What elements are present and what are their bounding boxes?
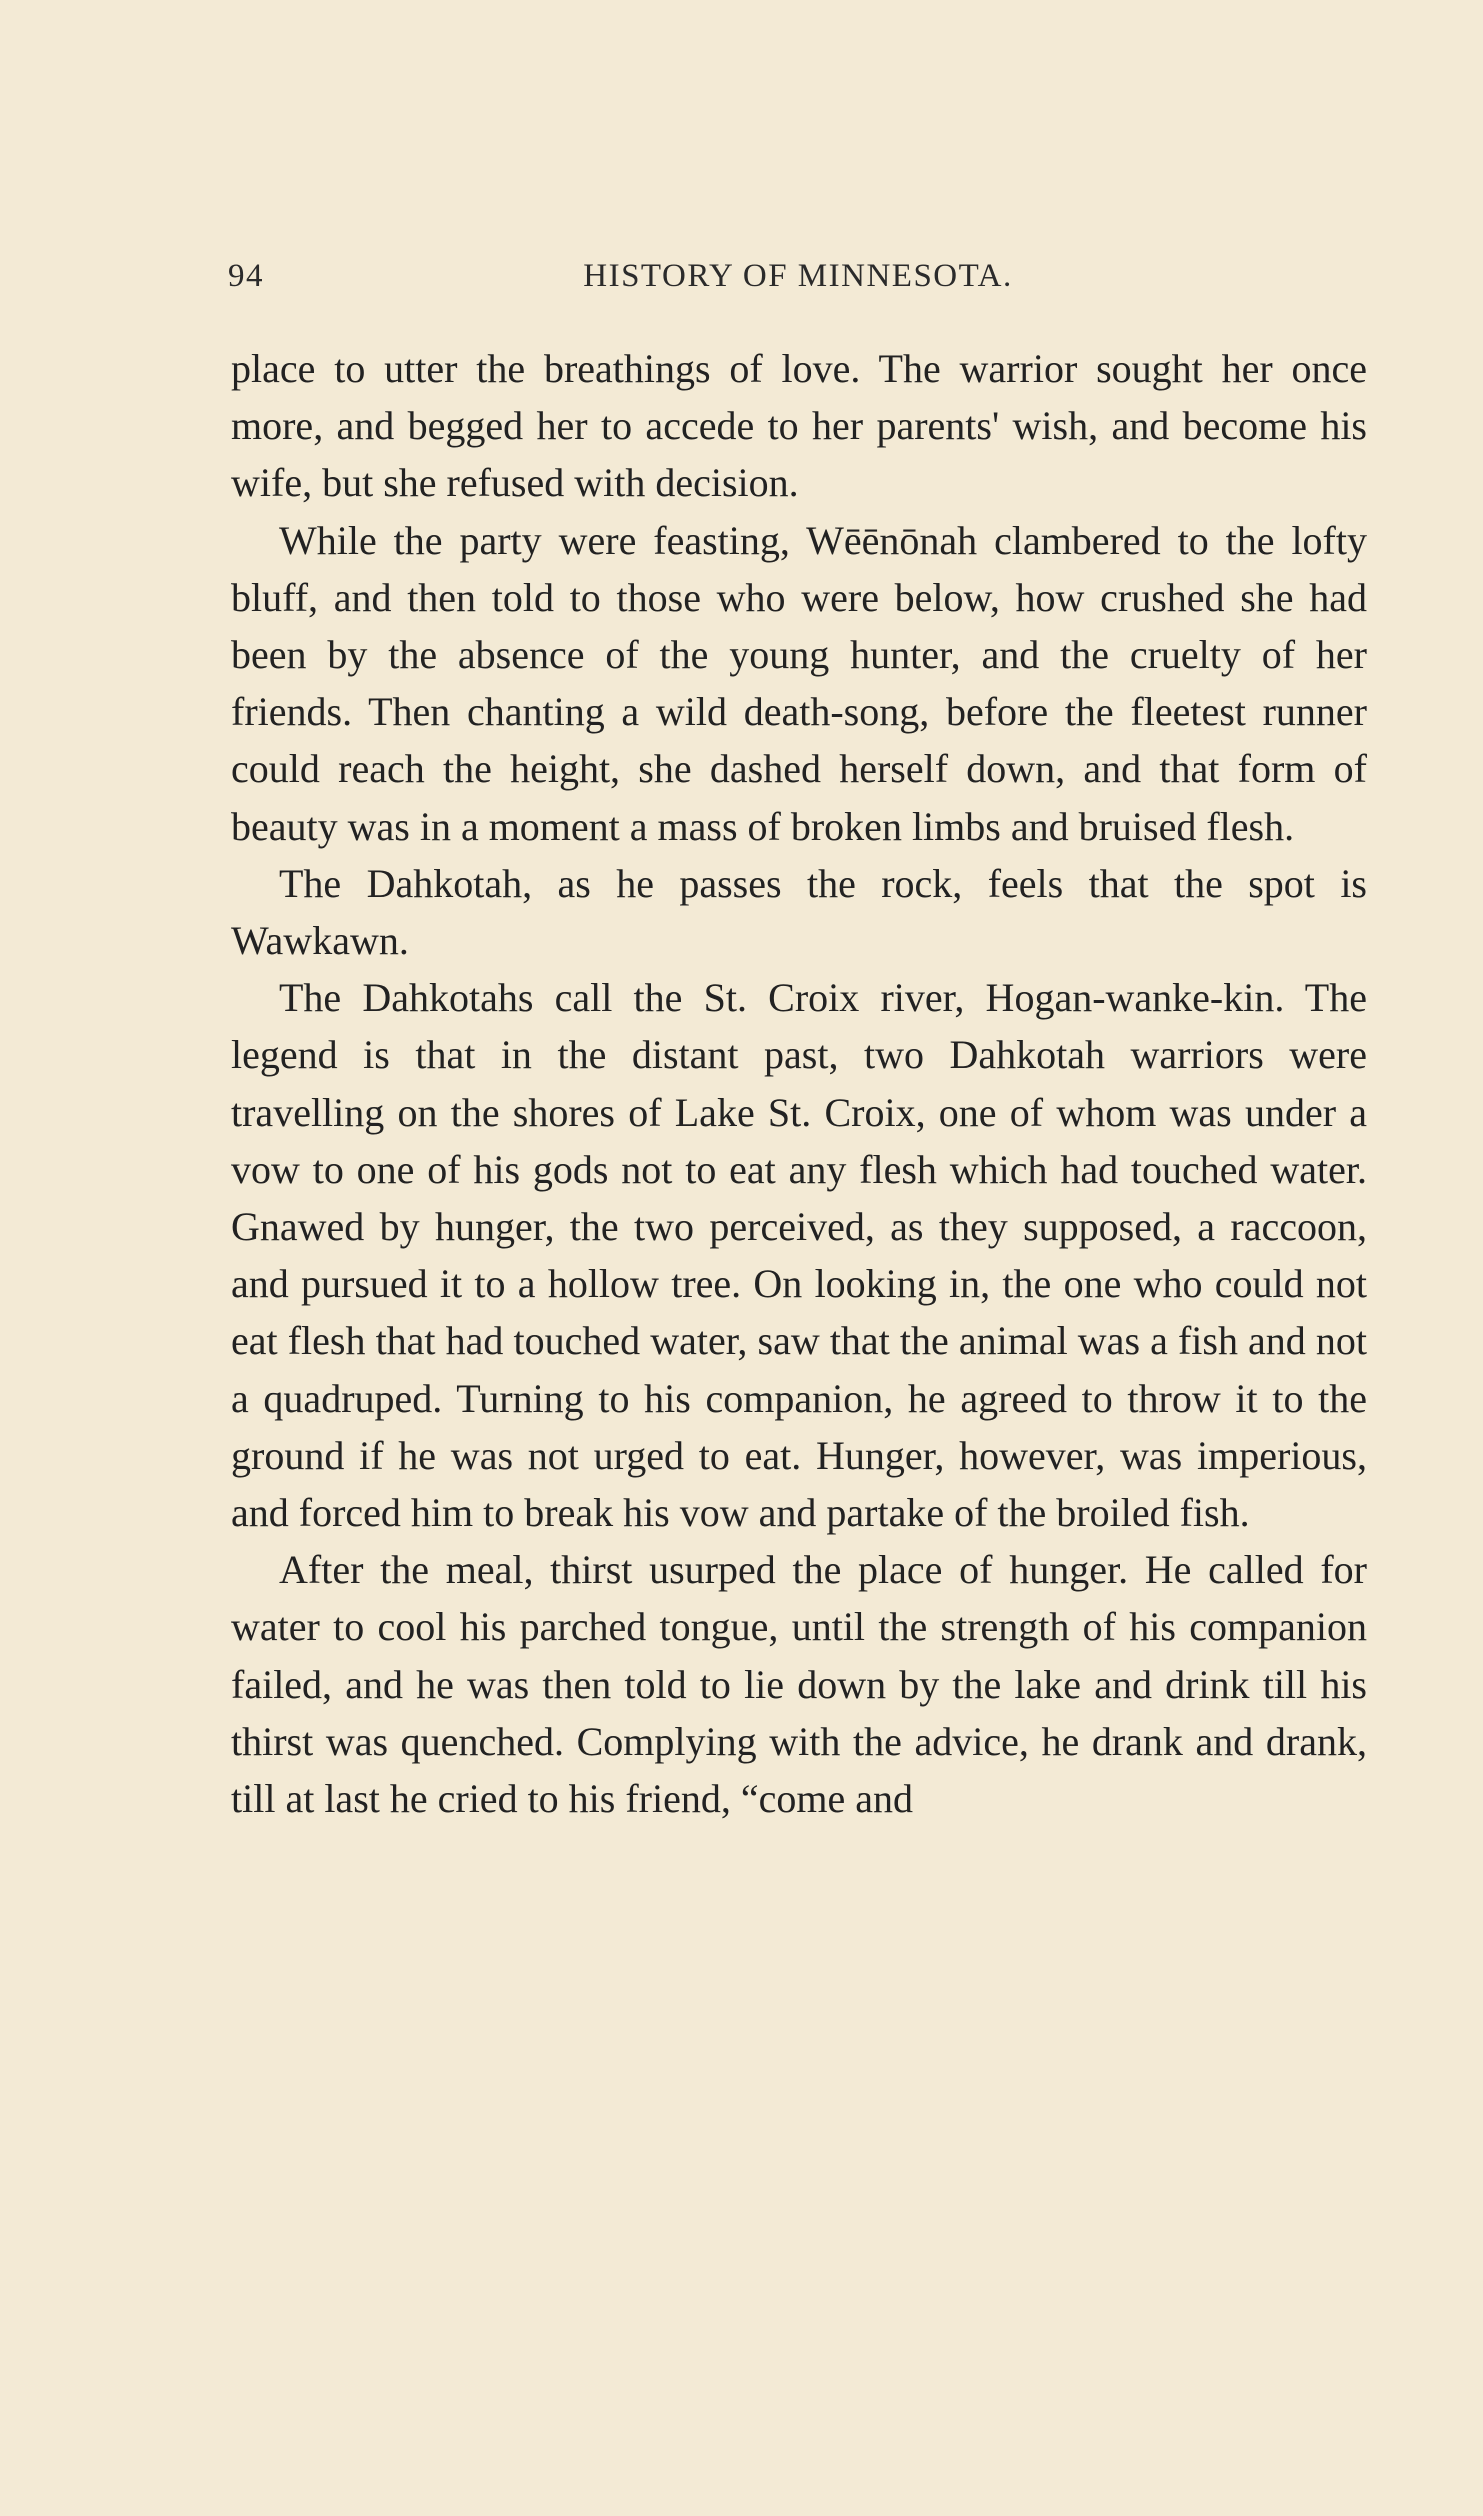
paragraph: The Dahkotah, as he passes the rock, feels that the spot is Wawkawn. — [231, 860, 1367, 964]
paragraph: The Dahkotahs call the St. Croix river, Hogan-wanke-kin. The legend is that in the distant past, two Dahkotah warriors were travelling on the shores of Lake St. Croix, one of whom was under a vow to one of his gods not to eat any flesh which had touched water. Gnawed by hunger, the two perceived, as they supposed, a raccoon, and pursued it to a hollow tree. On looking in, the one who could not eat flesh that had touched water, saw that the animal was a fish and not a quadruped. Turning to his companion, he agreed to throw it to the ground if he was not urged to eat. Hunger, however, was imperious, and forced him to break his vow and partake of the broiled fish. — [231, 975, 1367, 1536]
running-head — [228, 258, 1268, 308]
page-number: 94 — [228, 258, 264, 294]
paragraph: While the party were feasting, Wēēnōnah clambered to the lofty bluff, and then told to those who were below, how crushed she had been by the absence of the young hunter, and the cruelty of her friends. Then chanting a wild death-song, before the fleetest runner could reach the height, she dashed herself down, and that form of beauty was in a moment a mass of broken limbs and bruised flesh. — [231, 517, 1367, 849]
paragraph: place to utter the breathings of love. The warrior sought her once more, and begged her to accede to her parents' wish, and become his wife, but she refused with decision. — [231, 346, 1367, 506]
paragraph: After the meal, thirst usurped the place of hunger. He called for water to cool his parched tongue, until the strength of his companion failed, and he was then told to lie down by the lake and drink till his thirst was quenched. Complying with the advice, he drank and drank, till at last he cried to his friend, “come and — [231, 1547, 1367, 1822]
running-title: HISTORY OF MINNESOTA. — [583, 258, 1013, 294]
body-text — [231, 340, 1367, 1827]
